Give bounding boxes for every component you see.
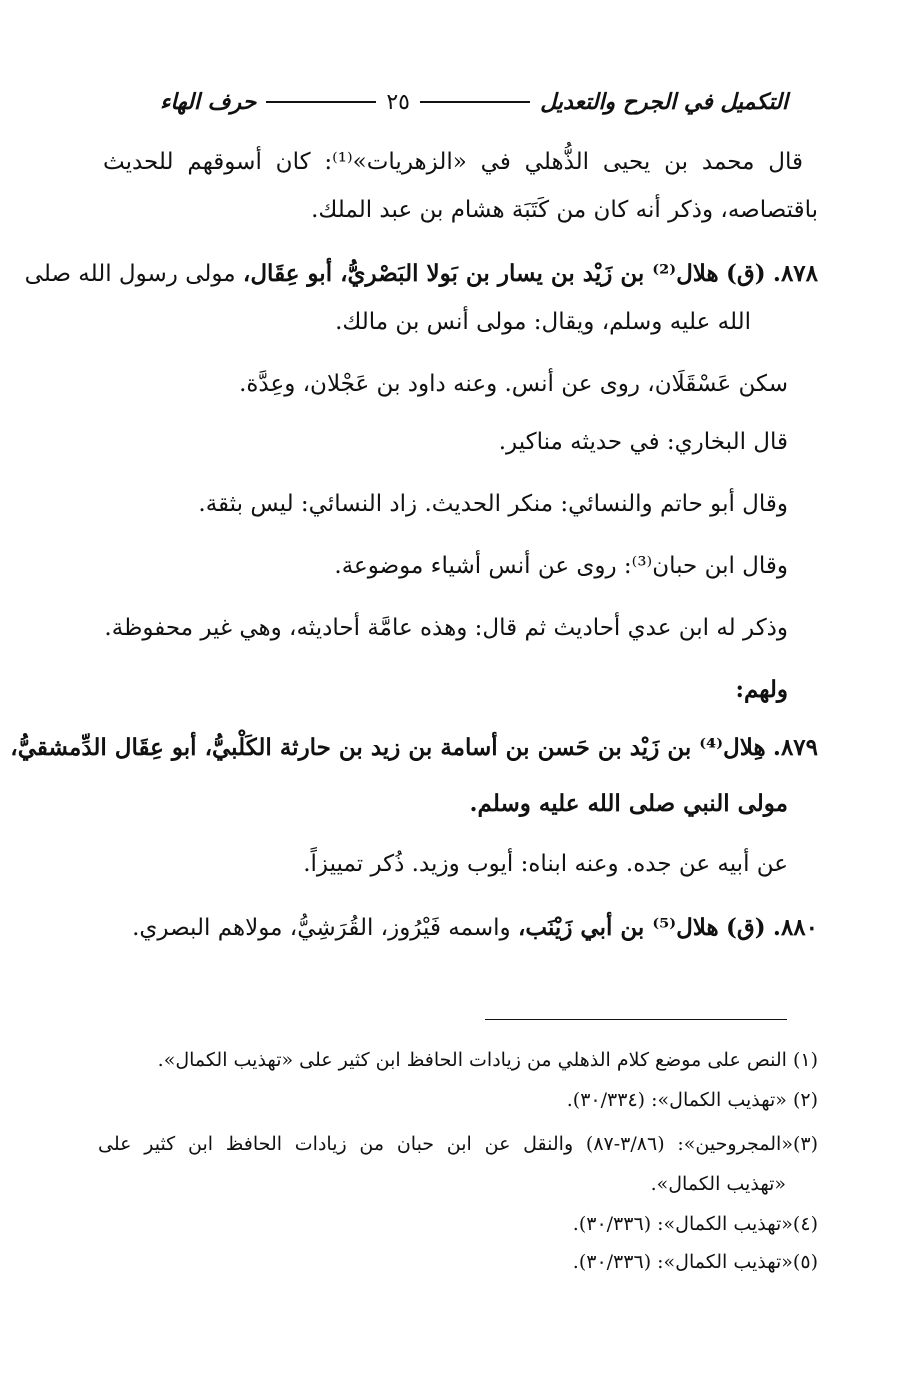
book-title: التكميل في الجرح والتعديل <box>540 89 788 115</box>
footnote-3-line-1: (٣)«المجروحين»: (٣/٨٦-٨٧) والنقل عن ابن حبان من زيادات الحافظ ابن كثير على <box>98 1133 818 1155</box>
entry-879-line-1 <box>10 730 818 766</box>
footnote-2: (٢) «تهذيب الكمال»: (٣٠/٣٣٤). <box>566 1089 818 1111</box>
page-number: ٢٥ <box>386 89 410 115</box>
entry-878-line-2: الله عليه وسلم، ويقال: مولى أنس بن مالك. <box>335 309 751 335</box>
entry-879-line-2: مولى النبي صلى الله عليه وسلم. <box>469 790 788 817</box>
entry-878-tag: (ق) <box>725 260 766 287</box>
entry-878-rest-1: مولى رسول الله صلى <box>24 261 236 287</box>
entry-879-name-1: هِلال⁽⁴⁾ بن زَيْد بن حَسن بن أسامة بن زيد بن حارثة الكَلْبيُّ، أبو عِقَال الدِّمشقيُّ، <box>10 734 766 761</box>
entry-880-tag: (ق) <box>725 914 766 941</box>
entry-880-line <box>132 910 818 946</box>
entry-878-number: ٨٧٨. <box>772 260 818 287</box>
body-line-2: باقتصاصه، وذكر أنه كان من كَتَبَة هشام بن عبد الملك. <box>311 197 818 223</box>
body-para-2: قال البخاري: في حديثه مناكير. <box>498 429 788 455</box>
footnote-1: (١) النص على موضع كلام الذهلي من زيادات الحافظ ابن كثير على «تهذيب الكمال». <box>157 1049 818 1071</box>
footnote-4: (٤)«تهذيب الكمال»: (٣٠/٣٣٦). <box>572 1213 818 1235</box>
body-line-1: قال محمد بن يحيى الذُّهلي في «الزهريات»⁽¹⁾: كان أسوقهم للحديث <box>103 149 803 175</box>
entry-878-name: هلال⁽²⁾ بن زَيْد بن يسار بن بَولا البَصْريُّ، أبو عِقَال، <box>242 260 719 287</box>
section-title: حرف الهاء <box>159 89 257 115</box>
entry-880-number: ٨٨٠. <box>772 914 818 941</box>
body-para-1: سكن عَسْقَلَان، روى عن أنس. وعنه داود بن عَجْلان، وعِدَّة. <box>239 371 788 397</box>
footnote-separator <box>485 1019 787 1020</box>
header-dash-right <box>420 101 530 103</box>
header-dash-left <box>266 101 376 103</box>
entry-880-rest: واسمه فَيْرُوز، القُرَشِيُّ، مولاهم البصري. <box>132 915 511 941</box>
body-para-3: وقال أبو حاتم والنسائي: منكر الحديث. زاد النسائي: ليس بثقة. <box>198 491 788 517</box>
entry-878-line-1 <box>24 256 818 292</box>
footnote-3-line-2: «تهذيب الكمال». <box>650 1173 786 1195</box>
footnote-5: (٥)«تهذيب الكمال»: (٣٠/٣٣٦). <box>572 1251 818 1273</box>
entry-879-number: ٨٧٩. <box>772 734 818 761</box>
running-header <box>160 84 788 120</box>
body-para-4: وقال ابن حبان⁽³⁾: روى عن أنس أشياء موضوعة. <box>334 553 788 579</box>
body-para-7: عن أبيه عن جده. وعنه ابناه: أيوب وزيد. ذُكر تمييزاً. <box>303 851 788 877</box>
body-para-6: ولهم: <box>735 676 788 703</box>
body-para-5: وذكر له ابن عدي أحاديث ثم قال: وهذه عامَّة أحاديثه، وهي غير محفوظة. <box>104 615 788 641</box>
entry-880-name: هلال⁽⁵⁾ بن أبي زَيْنَب، <box>517 914 719 941</box>
